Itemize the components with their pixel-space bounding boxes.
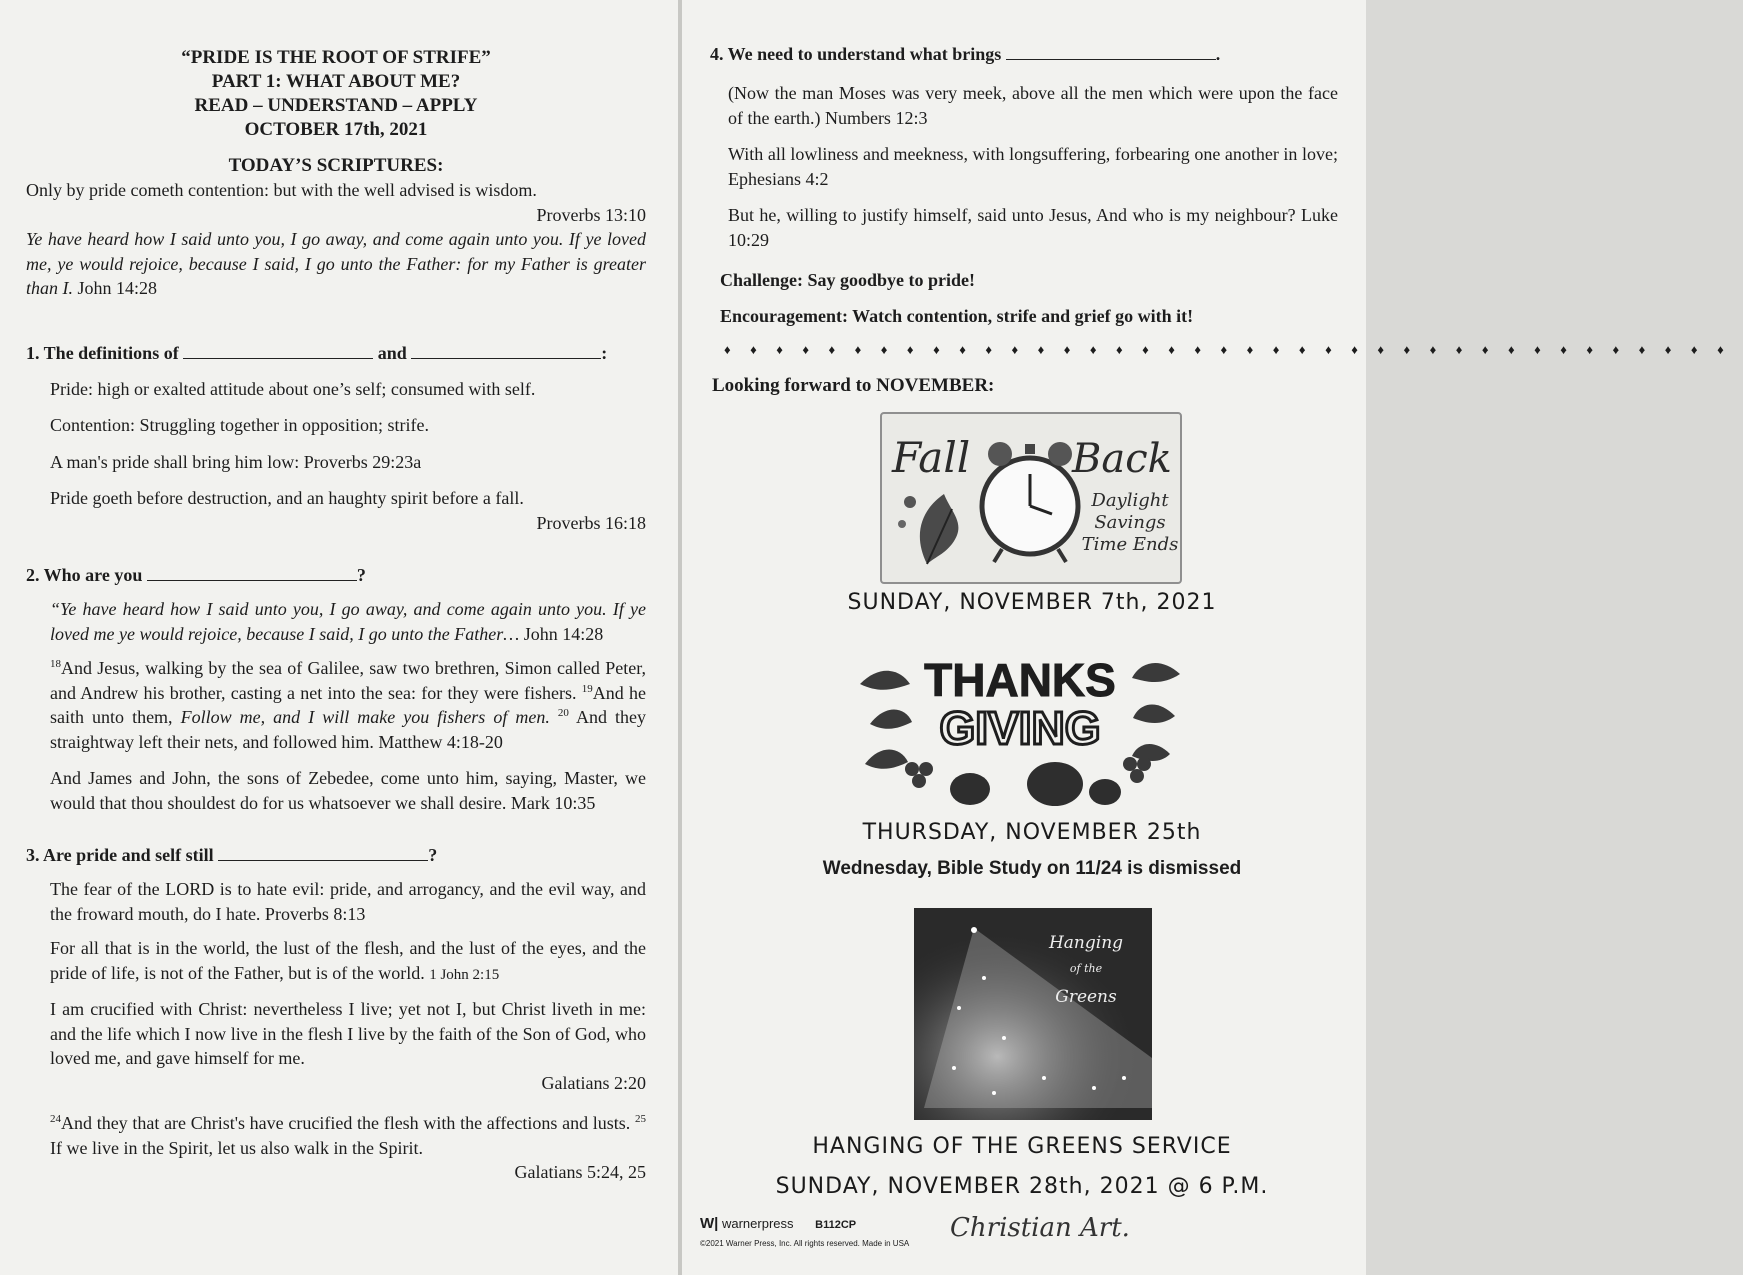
scripture-1: Only by pride cometh contention: but with the well advised is wisdom. [26, 180, 537, 200]
q3-proverbs: The fear of the LORD is to hate evil: pride, and arrogancy, and the evil way, and the froward mouth, do I hate. Proverbs 8:13 [50, 879, 646, 924]
pumpkin-icon [950, 762, 1121, 806]
publisher-logo [700, 1215, 856, 1232]
q1-and: and [377, 342, 407, 363]
fall-back-art [882, 414, 1180, 582]
q3-john-text: For all that is in the world, the lust of the flesh, and the lust of the eyes, and the pride of life, is not of the Father, but is of the world. [50, 938, 646, 983]
hanging-greens-art [914, 908, 1152, 1120]
diamond-row: ♦♦♦♦♦♦♦♦♦♦♦♦♦♦♦♦♦♦♦♦♦♦♦♦♦♦♦♦♦♦♦♦♦♦♦♦♦♦♦ [724, 342, 1743, 357]
q2-quote-text: “Ye have heard how I said unto you, I go away, and come again unto you. If ye loved me ye would rejoice, because I said, I go unto the Father… [50, 599, 646, 644]
q3-john [26, 936, 646, 987]
thanks-word: THANKS [924, 654, 1116, 706]
q3-blank[interactable] [218, 845, 428, 861]
alarm-clock-icon [982, 442, 1078, 562]
sermon-title [26, 46, 646, 142]
title-line-3: READ – UNDERSTAND – APPLY [194, 95, 478, 116]
scripture-2 [26, 227, 646, 301]
diamond-divider [710, 342, 1743, 358]
verse-20: And they straightway left their nets, and followed him. Matthew 4:18-20 [50, 707, 646, 752]
q4-blank[interactable] [1006, 44, 1216, 60]
q4-suffix: . [1215, 44, 1221, 64]
w-logo-icon: W| [700, 1215, 719, 1232]
verse-18-num: 18 [50, 658, 61, 670]
verse-19-num: 19 [581, 682, 593, 695]
verse-19: And he saith unto them, [50, 682, 646, 727]
q2-quote [26, 597, 646, 646]
q4-numbers: (Now the man Moses was very meek, above all the men which were upon the face of the earth.) Numbers 12:3 [728, 83, 1338, 128]
fallback-sub-2: Savings [1094, 512, 1166, 533]
q2-mark: And James and John, the sons of Zebedee, come unto him, saying, Master, we would that thou shouldest do for us whatsoever we shall desire. Mark 10:35 [50, 768, 646, 813]
q2-prefix: 2. Who are you [26, 565, 143, 585]
q3-prefix: 3. Are pride and self still [26, 845, 214, 865]
title-line-2: PART 1: WHAT ABOUT ME? [211, 71, 461, 92]
back-word: Back [1072, 436, 1172, 482]
fall-back-card [880, 412, 1182, 584]
q1-blank-1[interactable] [183, 343, 373, 359]
verse-19-italic: Follow me, and I will make you fishers of men. [180, 707, 550, 727]
verse-20-num: 20 [557, 707, 569, 719]
fall-back-date: SUNDAY, NOVEMBER 7th, 2021 [847, 590, 1217, 615]
left-page [0, 0, 678, 1275]
q3-galatians-ref: Galatians 2:20 [541, 1072, 646, 1093]
scripture-2-text: Ye have heard how I said unto you, I go away, and come again unto you. If ye loved me, ye would rejoice, because I said, I go unto the Father: for my Father is greater than I. [26, 229, 646, 298]
verse-24-num: 24 [50, 1113, 61, 1125]
christian-art-logo: Christian Art. [950, 1213, 1130, 1243]
scripture-2-ref: John 14:28 [77, 278, 158, 298]
thanksgiving-art [850, 644, 1190, 812]
q1-blank-2[interactable] [411, 343, 601, 359]
greens-date: SUNDAY, NOVEMBER 28th, 2021 @ 6 P.M. [775, 1174, 1269, 1199]
greens-title: HANGING OF THE GREENS SERVICE [812, 1134, 1232, 1159]
q3-galatians-5-ref: Galatians 5:24, 25 [514, 1162, 646, 1182]
q3-john-ref: 1 John 2:15 [429, 966, 500, 983]
question-3 [26, 843, 646, 867]
greens-script-2: of the [1069, 962, 1103, 975]
thanksgiving-note: Wednesday, Bible Study on 11/24 is dismissed [822, 858, 1242, 879]
q1-line-3: A man's pride shall bring him low: Proverbs 29:23a [50, 451, 422, 472]
thanksgiving-card [850, 644, 1190, 812]
thanksgiving-date: THURSDAY, NOVEMBER 25th [862, 820, 1202, 845]
question-2 [26, 563, 646, 587]
q3-galatians: I am crucified with Christ: nevertheless I live; yet not I, but Christ liveth in me: and the life which I now live in the flesh I live by the faith of the Son of God, who loved me, and gave himself for me. [50, 999, 646, 1068]
q4-ephesians: With all lowliness and meekness, with longsuffering, forbearing one another in love; Ephesians 4:2 [728, 144, 1338, 189]
vine-left-icon [860, 671, 912, 769]
q1-line-2: Contention: Struggling together in opposition; strife. [50, 415, 429, 435]
verse-18: And Jesus, walking by the sea of Galilee, saw two brethren, Simon called Peter, and Andrew his brother, casting a net into the sea: for they were fishers. [50, 658, 646, 703]
verse-25: If we live in the Spirit, let us also walk in the Spirit. [50, 1137, 423, 1158]
fallback-sub-3: Time Ends [1081, 534, 1179, 555]
leaf-icon [898, 494, 958, 564]
q1-line-4: Pride goeth before destruction, and an haughty spirit before a fall. [50, 488, 524, 508]
verse-25-num: 25 [635, 1113, 646, 1125]
publisher-footer [700, 1213, 1350, 1257]
verse-24: And they that are Christ's have crucified the flesh with the affections and lusts. [61, 1113, 631, 1133]
q2-suffix: ? [356, 565, 366, 585]
q2-quote-ref: John 14:28 [523, 623, 604, 644]
publisher-brand: warnerpress [721, 1216, 794, 1231]
fall-word: Fall [892, 433, 971, 482]
q1-ref: Proverbs 16:18 [536, 512, 646, 533]
q1-suffix: : [601, 342, 608, 363]
product-code: B112CP [815, 1219, 857, 1231]
fallback-sub-1: Daylight [1091, 490, 1169, 511]
scriptures-heading: TODAY’S SCRIPTURES: [228, 155, 444, 176]
challenge: Challenge: Say goodbye to pride! [720, 270, 976, 290]
encouragement: Encouragement: Watch contention, strife and grief go with it! [720, 306, 1194, 326]
q3-suffix: ? [428, 845, 438, 865]
title-line-4: OCTOBER 17th, 2021 [244, 119, 428, 140]
greens-script-3: Greens [1055, 987, 1117, 1007]
scripture-1-ref: Proverbs 13:10 [536, 204, 646, 225]
title-line-1: “PRIDE IS THE ROOT OF STRIFE” [181, 47, 491, 68]
q4-prefix: 4. We need to understand what brings [710, 44, 1002, 64]
looking-forward-heading: Looking forward to NOVEMBER: [712, 375, 995, 396]
q2-matthew [26, 656, 646, 754]
hanging-greens-card [914, 908, 1152, 1120]
vine-right-icon [1132, 663, 1180, 761]
q3-galatians-5 [26, 1111, 646, 1160]
giving-word: GIVING [939, 702, 1101, 754]
question-4 [710, 44, 1338, 65]
right-page [682, 0, 1743, 1275]
q4-luke: But he, willing to justify himself, said unto Jesus, And who is my neighbour? Luke 10:29 [728, 205, 1338, 250]
q2-blank[interactable] [147, 565, 357, 581]
copyright: ©2021 Warner Press, Inc. All rights reserved. Made in USA [700, 1239, 910, 1248]
greens-script-1: Hanging [1048, 933, 1124, 953]
question-1 [26, 341, 646, 365]
q1-prefix: 1. The definitions of [26, 342, 179, 363]
q1-line-1: Pride: high or exalted attitude about one’s self; consumed with self. [50, 378, 536, 399]
